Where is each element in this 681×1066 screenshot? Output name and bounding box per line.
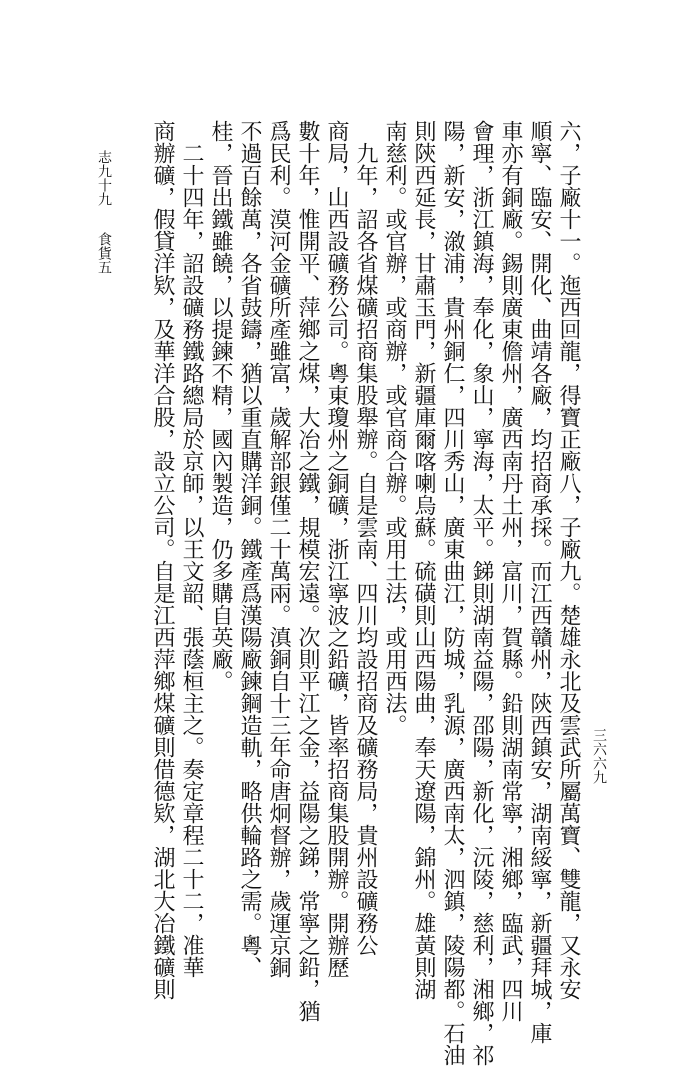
text-column: 桂，晉出鐵雖饒，以提鍊不精，國內製造，仍多購自英廠。 [208, 120, 233, 692]
text-column: 順寧、臨安、開化、曲靖各廠，均招商承採。而江西贛州，陝西鎮安，湖南綏寧，新疆拜城，庫 [527, 120, 552, 1044]
text-column: 則陝西延長，甘肅玉門，新疆庫爾喀喇烏蘇。硫磺則山西陽曲，奉天遼陽，錦州。雄黃則湖 [411, 120, 436, 1000]
section-label: 食貨五 [96, 232, 112, 274]
text-column: 九年，詔各省煤礦招商集股舉辦。自是雲南、四川均設招商及礦務局，貴州設礦務公 [353, 120, 378, 956]
text-column: 南慈利。或官辦，或商辦，或官商合辦。或用土法，或用西法。 [382, 120, 407, 736]
text-column: 不過百餘萬，各省鼓鑄，猶以重直購洋銅。鐵產爲漢陽廠鍊鋼造軌，略供輪路之需。粵、 [237, 120, 262, 978]
text-column: 商辦礦，假貸洋欵，及華洋合股，設立公司。自是江西萍鄉煤礦則借德欵，湖北大冶鐵礦則 [150, 120, 175, 1000]
page-number: 三六六九 [591, 728, 607, 784]
text-column: 爲民利。漠河金礦所產雖富，歲解部銀僅二十萬兩。滇銅自十三年命唐炯督辦，歲運京銅 [266, 120, 291, 978]
chapter-label: 志九十九 [96, 150, 112, 206]
text-column: 數十年，惟開平、萍鄉之煤，大冶之鐵，規模宏遠。次則平江之金，益陽之銻，常寧之鉛，猶 [295, 120, 320, 1022]
text-column: 陽，新安，漵浦，貴州銅仁，四川秀山，廣東曲江，防城，乳源，廣西南太，泗鎮，陵陽都。石油 [440, 120, 465, 1066]
text-column: 二十四年，詔設礦務鐵路總局於京師，以王文韶、張蔭桓主之。奏定章程二十二，准華 [179, 120, 204, 978]
text-column: 車亦有銅廠。錫則廣東儋州，廣西南丹土州，富川，賀縣。鉛則湖南常寧，湘鄉，臨武，四川 [498, 120, 523, 1022]
text-column: 商局，山西設礦務公司。粵東瓊州之銅礦，浙江寧波之鉛礦，皆率招商集股開辦。開辦歷 [324, 120, 349, 978]
text-column: 六，子廠十一。迤西回龍，得寶正廠八，子廠九。楚雄永北及雲武所屬萬寶、雙龍，又永安 [556, 120, 581, 1000]
text-column: 會理，浙江鎮海，奉化，象山，寧海，太平。銻則湖南益陽，邵陽，新化，沅陵，慈利，湘鄉，祁 [469, 120, 494, 1066]
